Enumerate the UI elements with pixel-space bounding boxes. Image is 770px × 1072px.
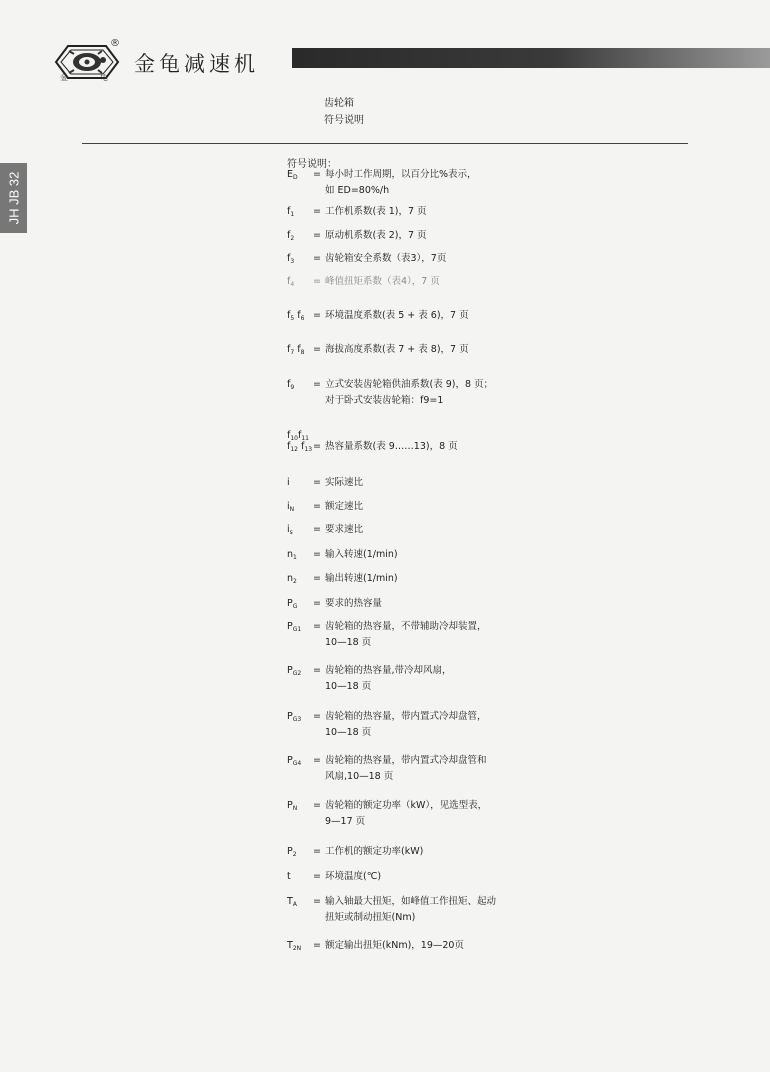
equals-sign: =: [313, 276, 321, 287]
equals-sign: =: [313, 846, 321, 857]
symbol-description: 齿轮箱的热容量，不带辅助冷却装置，: [325, 621, 487, 632]
symbol: $f_{10}f_{11}$: [287, 430, 309, 442]
equals-sign: =: [313, 800, 321, 811]
symbol: $n_1$: [287, 549, 297, 561]
symbol: $P_{G4}$: [287, 755, 302, 767]
symbol: $P_{G3}$: [287, 711, 302, 723]
symbol-description: 齿轮箱的热容量，带内置式冷却盘管和: [325, 755, 487, 766]
symbol-description: 工作机系数(表 1)，7 页: [325, 206, 427, 217]
equals-sign: =: [313, 711, 321, 722]
equals-sign: =: [313, 441, 321, 452]
equals-sign: =: [313, 206, 321, 217]
symbol-description-continued: 10—18 页: [325, 727, 372, 738]
symbol: $f_2$: [287, 230, 295, 242]
symbol-description: 额定输出扭矩(kNm)，19—20页: [325, 940, 464, 951]
symbol-description: 立式安装齿轮箱供油系数(表 9)，8 页；: [325, 379, 494, 390]
symbol: $P_{G2}$: [287, 665, 302, 677]
symbol: $f_1$: [287, 206, 295, 218]
symbol-description: 热容量系数(表 9……13)，8 页: [325, 441, 458, 452]
symbol: $f_{12}$ $f_{13}$: [287, 441, 313, 453]
symbol: $n_2$: [287, 573, 297, 585]
symbol-description: 要求速比: [325, 524, 364, 535]
breadcrumb-line-2: 符号说明: [324, 115, 364, 126]
brand-name: 金龟减速机: [134, 52, 259, 76]
symbol-description-continued: 10—18 页: [325, 637, 372, 648]
symbol-description: 每小时工作周期，以百分比%表示，: [325, 169, 477, 180]
symbol-description: 额定速比: [325, 501, 364, 512]
equals-sign: =: [313, 665, 321, 676]
symbol: t: [287, 871, 291, 882]
equals-sign: =: [313, 755, 321, 766]
symbol-description: 输入转速(1/min): [325, 549, 398, 560]
symbol: $E_D$: [287, 169, 298, 181]
equals-sign: =: [313, 896, 321, 907]
symbol-description: 实际速比: [325, 477, 364, 488]
symbol-description: 原动机系数(表 2)，7 页: [325, 230, 427, 241]
equals-sign: =: [313, 230, 321, 241]
symbol: $P_G$: [287, 598, 298, 610]
symbol: $f_5$ $f_6$: [287, 310, 305, 322]
symbol-description: 工作机的额定功率(kW): [325, 846, 424, 857]
symbol-description-continued: 10—18 页: [325, 681, 372, 692]
side-tab: [0, 163, 27, 233]
equals-sign: =: [313, 169, 321, 180]
symbol: $f_3$: [287, 253, 295, 265]
equals-sign: =: [313, 549, 321, 560]
symbol: $i_s$: [287, 524, 293, 536]
header-bar: [292, 48, 770, 68]
breadcrumb-line-1: 齿轮箱: [324, 98, 354, 109]
equals-sign: =: [313, 344, 321, 355]
symbol-description-continued: 9—17 页: [325, 816, 366, 827]
equals-sign: =: [313, 501, 321, 512]
symbol-description: 齿轮箱安全系数（表3），7页: [325, 253, 447, 264]
symbol: i: [287, 477, 290, 488]
registered-mark: ®: [110, 38, 120, 49]
equals-sign: =: [313, 524, 321, 535]
symbol: $f_9$: [287, 379, 295, 391]
symbol: $f_4$: [287, 276, 295, 288]
symbol: $P_{G1}$: [287, 621, 302, 633]
equals-sign: =: [313, 310, 321, 321]
symbol-description: 海拔高度系数(表 7 + 表 8)，7 页: [325, 344, 469, 355]
header-divider: [82, 143, 688, 144]
equals-sign: =: [313, 379, 321, 390]
equals-sign: =: [313, 871, 321, 882]
symbol-description: 输出转速(1/min): [325, 573, 398, 584]
symbol: $P_2$: [287, 846, 297, 858]
symbol-description-continued: 扭矩或制动扭矩(Nm): [325, 912, 416, 923]
side-tab-label: JH JB 32: [6, 171, 21, 225]
logo-char-right: 龟: [100, 73, 108, 82]
section-title: 符号说明：: [287, 159, 337, 170]
symbol: $P_N$: [287, 800, 298, 812]
equals-sign: =: [313, 598, 321, 609]
symbol-description: 齿轮箱的额定功率（kW），见选型表，: [325, 800, 488, 811]
symbol: $T_A$: [287, 896, 297, 908]
equals-sign: =: [313, 621, 321, 632]
symbol-description: 峰值扭矩系数（表4），7 页: [325, 276, 440, 287]
symbol-description: 齿轮箱的热容量，带内置式冷却盘管，: [325, 711, 487, 722]
symbol: $i_N$: [287, 501, 295, 513]
symbol: $T_{2N}$: [287, 940, 302, 952]
equals-sign: =: [313, 940, 321, 951]
symbol-description-continued: 如 ED=80%/h: [325, 185, 390, 196]
symbol: $f_7$ $f_8$: [287, 344, 305, 356]
symbol-description: 环境温度系数(表 5 + 表 6)，7 页: [325, 310, 469, 321]
equals-sign: =: [313, 573, 321, 584]
symbol-description-continued: 对于卧式安装齿轮箱：f9=1: [325, 395, 444, 406]
symbol-description: 要求的热容量: [325, 598, 383, 609]
equals-sign: =: [313, 253, 321, 264]
symbol-description: 齿轮箱的热容量,带冷却风扇，: [325, 665, 452, 676]
symbol-description-continued: 风扇,10—18 页: [325, 771, 394, 782]
symbol-description: 环境温度(℃): [325, 871, 382, 882]
logo-char-left: 金: [60, 73, 68, 82]
symbol-description: 输入轴最大扭矩，如峰值工作扭矩、起动: [325, 896, 497, 907]
equals-sign: =: [313, 477, 321, 488]
